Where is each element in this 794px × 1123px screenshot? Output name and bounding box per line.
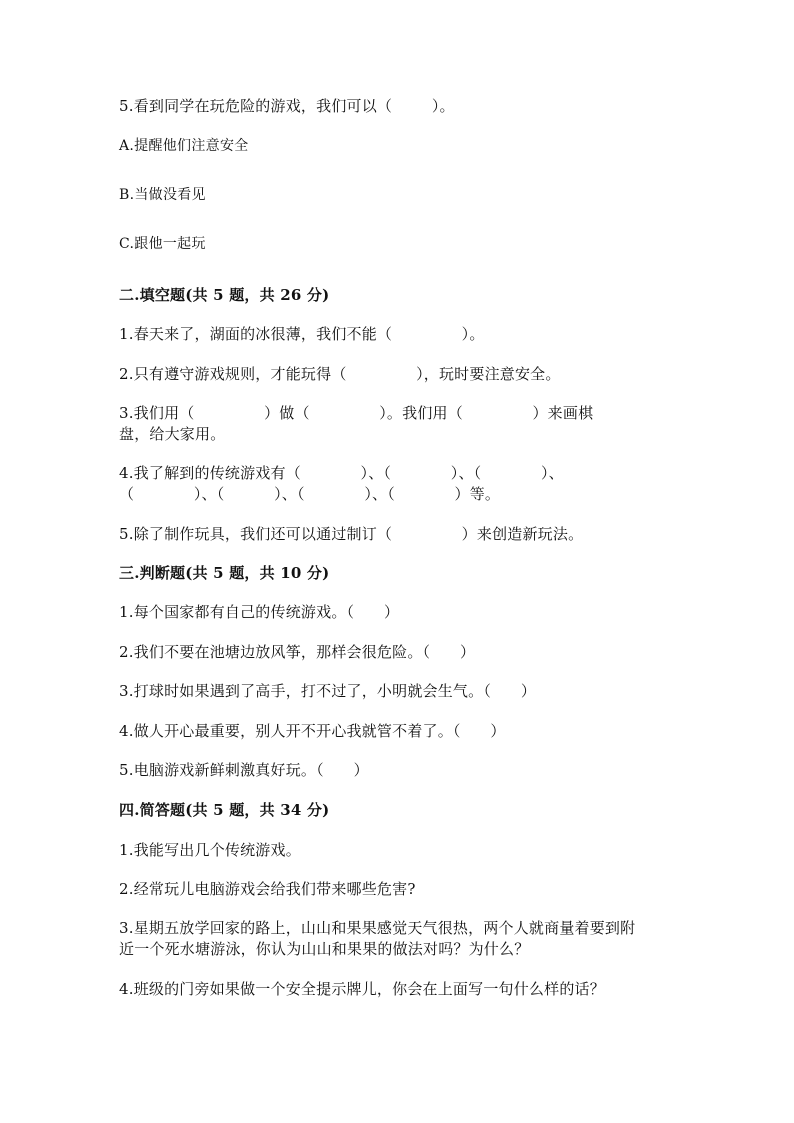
question-s3-3: 3.打球时如果遇到了高手，打不过了，小明就会生气。（ ） — [119, 682, 537, 700]
question-s2-4-line1: 4.我了解到的传统游戏有（ ）、（ ）、（ ）、 — [119, 464, 564, 482]
question-s2-2: 2.只有遵守游戏规则，才能玩得（ ），玩时要注意安全。 — [119, 365, 561, 383]
question-s4-4: 4.班级的门旁如果做一个安全提示牌儿，你会在上面写一句什么样的话？ — [119, 980, 605, 998]
option-c: C.跟他一起玩 — [119, 236, 206, 252]
section-heading-true-false: 三.判断题(共 5 题，共 10 分) — [119, 564, 330, 582]
question-s2-4-line2: （ ）、（ ）、（ ）、（ ）等。 — [119, 485, 501, 503]
question-s3-1: 1.每个国家都有自己的传统游戏。（ ） — [119, 603, 400, 621]
question-s3-4: 4.做人开心最重要，别人开不开心我就管不着了。（ ） — [119, 722, 506, 740]
question-s4-3-line2: 近一个死水塘游泳，你认为山山和果果的做法对吗？为什么？ — [119, 940, 530, 958]
question-s1-5: 5.看到同学在玩危险的游戏，我们可以（ ）。 — [119, 97, 455, 115]
question-s2-1: 1.春天来了，湖面的冰很薄，我们不能（ ）。 — [119, 325, 485, 343]
question-s4-2: 2.经常玩儿电脑游戏会给我们带来哪些危害? — [119, 880, 416, 898]
option-b: B.当做没看见 — [119, 187, 206, 203]
question-s4-3-line1: 3.星期五放学回家的路上，山山和果果感觉天气很热，两个人就商量着要到附 — [119, 919, 636, 937]
section-heading-fill-in: 二.填空题(共 5 题，共 26 分) — [119, 286, 330, 304]
option-a: A.提醒他们注意安全 — [119, 138, 249, 154]
section-heading-short-answer: 四.简答题(共 5 题，共 34 分) — [119, 801, 330, 819]
question-s3-2: 2.我们不要在池塘边放风筝，那样会很危险。（ ） — [119, 643, 476, 661]
question-s2-3-line1: 3.我们用（ ）做（ ）。我们用（ ）来画棋 — [119, 404, 594, 422]
question-s4-1: 1.我能写出几个传统游戏。 — [119, 841, 301, 859]
question-s2-5: 5.除了制作玩具，我们还可以通过制订（ ）来创造新玩法。 — [119, 525, 584, 543]
question-s3-5: 5.电脑游戏新鲜刺激真好玩。（ ） — [119, 761, 369, 779]
question-s2-3-line2: 盘，给大家用。 — [119, 425, 226, 443]
